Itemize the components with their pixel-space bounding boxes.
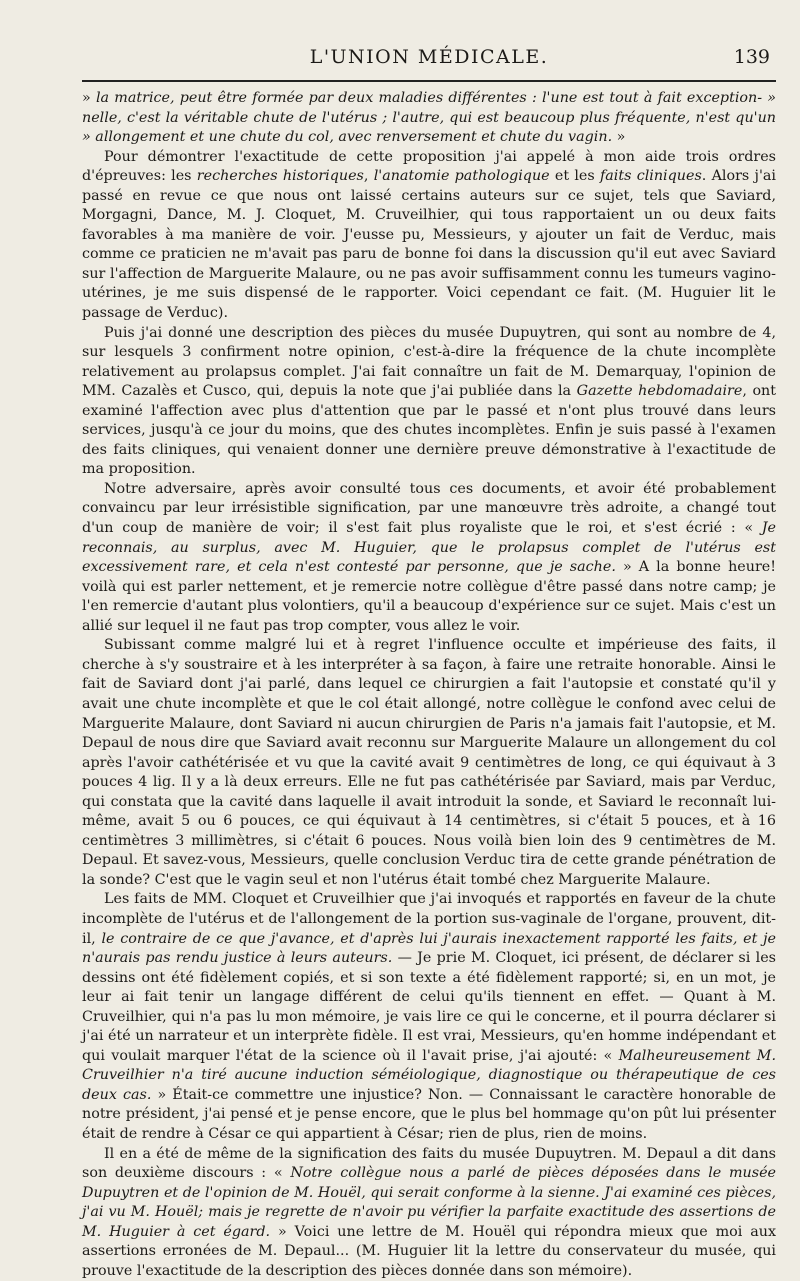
text-run: » Voici une lettre de M. Houël qui répondra mieux que moi aux assertions erronées de M. Depaul... (M. Huguier lit la lettre du conservateur du musée, qui prouve l'exactitude de la description des pièces donnée dans son mémoire). <box>82 1223 777 1279</box>
header-rule <box>82 80 776 82</box>
text-run: , <box>363 168 374 185</box>
page-number: 139 <box>733 46 770 68</box>
italic-text: faits cliniques <box>599 168 702 185</box>
italic-text: Notre collègue nous a parlé de pièces déposées dans le musée Dupuytren et de l'opinion de M. Houël, qui serait conforme à la sienne. J'ai examiné ces pièces, j'ai vu M. Houël; mais je regrette de n'avoir pu vérifier la parfaite exactitude des assertions de M. Huguier à cet égard. <box>82 1165 776 1240</box>
journal-title: L'UNION MÉDICALE. <box>309 46 549 68</box>
paragraph <box>82 480 776 636</box>
italic-text: Malheureusement M. Cruveilhier n'a tiré aucune induction séméiologique, diagnostique ou thérapeutique de ces deux cas. <box>82 1047 776 1103</box>
italic-text: la matrice, peut être formée par deux maladies différentes : l'une est tout à fait exception- » nelle, c'est la véritable chute de l'utérus ; l'autre, qui est beaucoup plus fréquente, n'est qu'un » allongement et une chute du col, avec renversement et chute du vagin. <box>82 90 777 146</box>
paragraph <box>82 324 776 480</box>
text-run: et les <box>549 168 600 185</box>
running-head <box>82 46 776 76</box>
italic-text: l'anatomie pathologique <box>373 168 550 185</box>
text-run: » A la bonne heure! voilà qui est parler nettement, et je remercie notre collègue d'être passé dans notre camp; je l'en remercie d'autant plus volontiers, qu'il a beaucoup d'expérience sur ce sujet. Mais c'est un allié sur lequel il ne faut pas trop compter, vous allez le voir. <box>82 559 776 634</box>
text-run: . Alors j'ai passé en revue ce que nous ont laissé certains auteurs sur ce sujet, tels que Saviard, Morgagni, Dance, M. J. Cloquet, M. Cruveilhier, qui tous rapportaient un ou deux faits favorables à ma manière de voir. J'eusse pu, Messieurs, y ajouter un fait de Verduc, mais comme ce praticien ne m'avait pas paru de bonne foi dans la discussion qu'il eut avec Saviard sur l'affection de Marguerite Malaure, ou ne pas avoir suffisamment connu les tumeurs vagino-utérines, je me suis dispensé de le rapporter. Voici cependant ce fait. (M. Huguier lit le passage de Verduc). <box>82 168 776 322</box>
paragraph <box>82 89 776 148</box>
paragraph <box>82 1145 776 1281</box>
italic-text: Gazette hebdomadaire <box>576 383 743 400</box>
text-run: » Était-ce commettre une injustice? Non. — Connaissant le caractère honorable de notre président, j'ai pensé et je pense encore, que le plus bel hommage qu'on pût lui présenter était de rendre à César ce qui appartient à César; rien de plus, rien de moins. <box>82 1086 776 1142</box>
paragraph <box>82 890 776 1144</box>
body-text <box>82 89 776 1281</box>
text-run: » <box>612 129 626 146</box>
text-run: , ont examiné l'affection avec plus d'attention que par le passé et n'ont plus trouvé dans leurs services, jusqu'à ce jour du moins, que des chutes incomplètes. Enfin je suis passé à l'examen des faits cliniques, qui venaient donner une dernière preuve démonstrative à l'exactitude de ma proposition. <box>82 383 777 478</box>
italic-text: le contraire de ce que j'avance, et d'après lui j'aurais inexactement rapporté les faits, et je n'aurais pas rendu justice à leurs auteurs. <box>82 930 777 967</box>
italic-text: Je reconnais, au surplus, avec M. Huguier, que le prolapsus complet de l'utérus est excessivement rare, et cela n'est contesté par personne, que je sache. <box>82 520 776 576</box>
paragraph <box>82 148 776 324</box>
text-run: Notre adversaire, après avoir consulté tous ces documents, et avoir été probablement convaincu par leur irrésistible signification, par une manœuvre très adroite, a changé tout d'un coup de manière de voir; il s'est fait plus royaliste que le roi, et s'est écrié : « <box>82 480 776 537</box>
text-run: Il en a été de même de la signification des faits du musée Dupuytren. M. Depaul a dit dans son deuxième discours : « <box>82 1145 776 1182</box>
paragraph <box>82 636 776 890</box>
text-run: » <box>82 90 96 106</box>
text-run: Subissant comme malgré lui et à regret l'influence occulte et impérieuse des faits, il cherche à s'y soustraire et à les interpréter à sa façon, à faire une retraite honorable. Ainsi le fait de Saviard dont j'ai parlé, dans lequel ce chirurgien a fait l'autopsie et constaté qu'il y avait une chute incomplète et que le col était allongé, notre collègue le confond avec celui de Marguerite Malaure, dont Saviard ni aucun chirurgien de Paris n'a jamais fait l'autopsie, et M. Depaul de nous dire que Saviard avait reconnu sur Marguerite Malaure un allongement du col après l'avoir cathétérisée et vu que la cavité avait 9 centimètres de long, ce qui équivaut à 3 pouces 4 lig. Il y a là deux erreurs. Elle ne fut pas cathétérisée par Saviard, mais par Verduc, qui constata que la cavité dans laquelle il avait introduit la sonde, et Saviard le reconnaît lui-même, avait 5 ou 6 pouces, ce qui équivaut à 14 centimètres, si c'était 5 pouces, et à 16 centimètres 3 millimètres, si c'était 6 pouces. Nous voilà bien loin des 9 centimètres de M. Depaul. Et savez-vous, Messieurs, quelle conclusion Verduc tira de cette grande pénétration de la sonde? C'est que le vagin seul et non l'utérus était tombé chez Marguerite Malaure. <box>82 637 776 888</box>
text-run: Puis j'ai donné une description des pièces du musée Dupuytren, qui sont au nombre de 4, sur lesquels 3 confirment notre opinion, c'est-à-dire la fréquence de la chute incomplète relativement au prolapsus complet. J'ai fait connaître un fait de M. Demarquay, l'opinion de MM. Cazalès et Cusco, qui, depuis la note que j'ai publiée dans la <box>82 324 776 400</box>
text-run: — Je prie M. Cloquet, ici présent, de déclarer si les dessins ont été fidèlement copiés, et si son texte a été fidèlement rapporté; si, en un mot, je leur ai fait tenir un langage différent de celui qu'ils tiennent en effet. — Quant à M. Cruveilhier, qui n'a pas lu mon mémoire, je vais lire ce qui le concerne, et il pourra déclarer si j'ai été un narrateur et un interprète fidèle. Il est vrai, Messieurs, qu'en homme indépendant et qui voulait marquer l'état de la science où il l'avait prise, j'ai ajouté: « <box>82 950 777 1064</box>
text-run: Pour démontrer l'exactitude de cette proposition j'ai appelé à mon aide trois ordres d'épreuves: les <box>82 148 776 185</box>
text-run: Les faits de MM. Cloquet et Cruveilhier que j'ai invoqués et rapportés en faveur de la chute incomplète de l'utérus et de l'allongement de la portion sus-vaginale de l'organe, prouvent, dit-il, <box>82 891 776 947</box>
italic-text: recherches historiques <box>196 168 364 185</box>
